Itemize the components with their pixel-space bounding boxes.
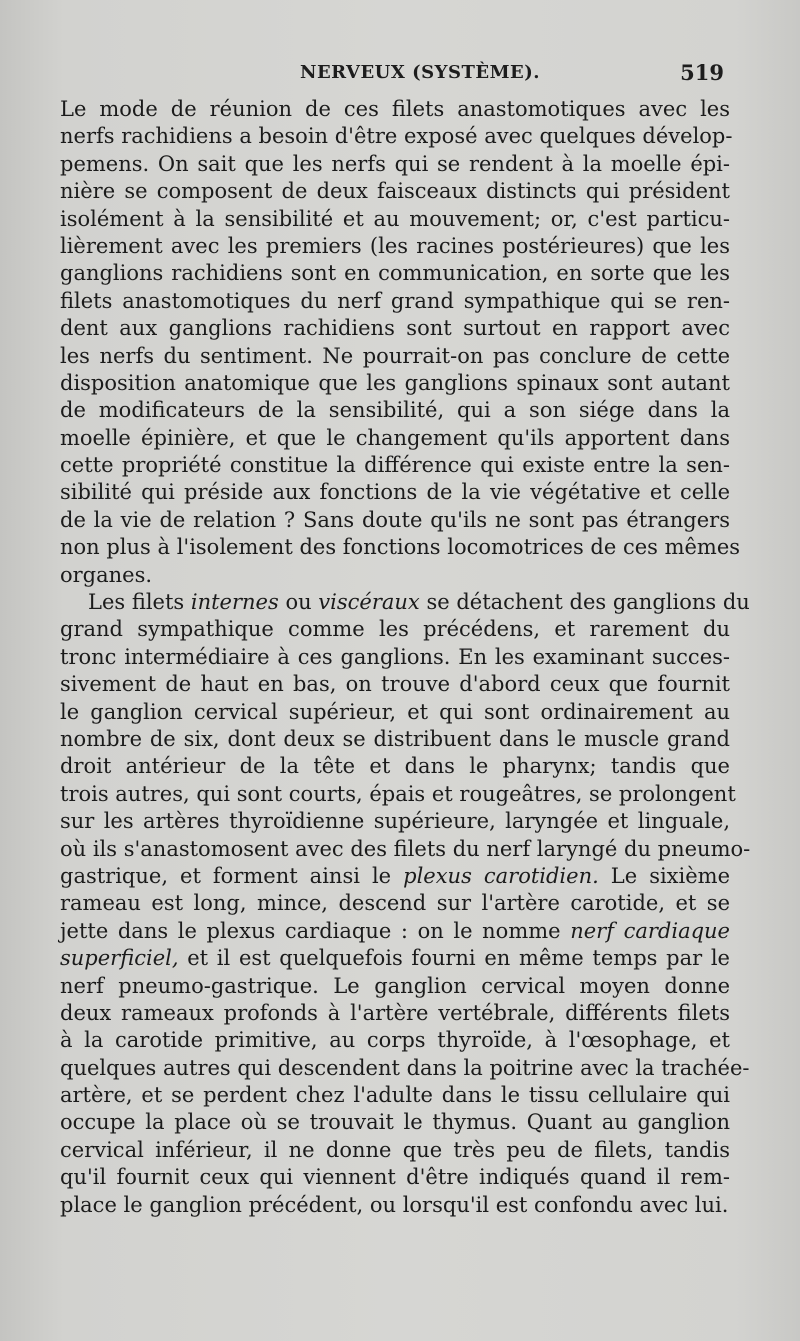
text-line xyxy=(60,1164,730,1191)
text-line xyxy=(60,1000,730,1027)
text-line xyxy=(60,918,730,945)
text-line xyxy=(60,233,730,260)
text-segment: ou xyxy=(278,590,319,615)
text-line xyxy=(60,370,730,397)
text-segment: et il est quelquefois fourni en même temps par le xyxy=(178,946,730,971)
text-line xyxy=(60,808,730,835)
text-segment: le ganglion cervical supérieur, et qui sont ordinairement au xyxy=(60,699,730,724)
text-segment: se détachent des ganglions du xyxy=(419,590,750,615)
text-segment: Le mode de réunion de ces filets anastomotiques avec les xyxy=(60,97,730,121)
text-segment: nerfs rachidiens a besoin d'être exposé avec quelques dévelop- xyxy=(60,124,733,149)
text-segment: organes. xyxy=(60,562,153,587)
text-line xyxy=(60,96,730,123)
text-segment: tronc intermédiaire à ces ganglions. En les examinant succes- xyxy=(60,644,730,669)
text-segment: nière se composent de deux faisceaux distincts qui président xyxy=(60,179,730,204)
text-line xyxy=(60,589,750,616)
text-segment: ganglions rachidiens sont en communication, en sorte que les xyxy=(60,261,730,286)
text-segment: artère, et se perdent chez l'adulte dans le tissu cellulaire qui xyxy=(60,1083,730,1108)
text-segment: dent aux ganglions rachidiens sont surtout en rapport avec xyxy=(60,316,730,341)
text-line xyxy=(60,890,730,917)
text-line xyxy=(60,123,733,150)
text-line xyxy=(60,836,751,863)
text-segment: les nerfs du sentiment. Ne pourrait-on pas conclure de cette xyxy=(60,343,730,368)
text-segment: rameau est long, mince, descend sur l'artère carotide, et se xyxy=(60,891,730,916)
text-line xyxy=(60,1082,730,1109)
text-segment: deux rameaux profonds à l'artère vertébrale, différents filets xyxy=(60,1000,730,1025)
text-line xyxy=(60,315,730,342)
text-line xyxy=(60,562,730,589)
text-segment: disposition anatomique que les ganglions spinaux sont autant xyxy=(60,370,730,395)
text-segment: internes xyxy=(190,590,279,615)
text-line xyxy=(60,945,730,972)
text-line xyxy=(60,1109,730,1136)
text-segment: Les filets xyxy=(88,590,191,615)
text-segment: sur les artères thyroïdienne supérieure, laryngée et linguale, xyxy=(60,809,730,834)
text-line xyxy=(60,397,730,424)
text-segment: pemens. On sait que les nerfs qui se rendent à la moelle épi- xyxy=(60,151,730,176)
text-segment: isolément à la sensibilité et au mouvement; or, c'est particu- xyxy=(60,206,730,231)
text-segment: viscéraux xyxy=(318,590,420,615)
text-line xyxy=(60,178,730,205)
text-segment: moelle épinière, et que le changement qu'ils apportent dans xyxy=(60,425,730,450)
text-segment: filets anastomotiques du nerf grand sympathique qui se ren- xyxy=(60,288,730,313)
text-line xyxy=(60,206,730,233)
text-segment: superficiel, xyxy=(60,946,179,971)
text-segment: sivement de haut en bas, on trouve d'abord ceux que fournit xyxy=(60,672,730,697)
text-segment: Le sixième xyxy=(598,863,731,888)
body-text xyxy=(60,96,751,1219)
text-line xyxy=(60,452,730,479)
text-segment: gastrique, et forment ainsi le xyxy=(60,863,404,888)
text-line xyxy=(60,479,730,506)
text-line xyxy=(60,425,730,452)
text-segment: nombre de six, dont deux se distribuent dans le muscle grand xyxy=(60,726,730,751)
text-line xyxy=(60,1192,730,1219)
text-segment: cervical inférieur, il ne donne que très peu de filets, tandis xyxy=(60,1137,730,1162)
text-segment: plexus carotidien. xyxy=(403,863,599,888)
text-line xyxy=(60,973,730,1000)
text-line xyxy=(60,288,730,315)
text-line xyxy=(60,1055,750,1082)
text-line xyxy=(60,1027,730,1054)
text-segment: de la vie de relation ? Sans doute qu'ils ne sont pas étrangers xyxy=(60,507,730,532)
text-segment: lièrement avec les premiers (les racines postérieures) que les xyxy=(60,233,730,258)
page-number: 519 xyxy=(680,60,724,85)
text-segment: jette dans le plexus cardiaque : on le nomme xyxy=(60,918,571,943)
text-segment: trois autres, qui sont courts, épais et rougeâtres, se prolongent xyxy=(60,781,736,806)
page-header xyxy=(60,58,730,92)
text-segment: occupe la place où se trouvait le thymus. Quant au ganglion xyxy=(60,1110,730,1135)
text-segment: grand sympathique comme les précédens, et rarement du xyxy=(60,617,730,642)
text-line xyxy=(60,699,730,726)
text-line xyxy=(60,644,730,671)
text-line xyxy=(60,863,730,890)
text-segment: nerf cardiaque xyxy=(570,918,730,943)
text-line xyxy=(60,781,736,808)
text-line xyxy=(60,260,730,287)
text-line xyxy=(60,671,730,698)
text-line xyxy=(60,151,730,178)
text-segment: nerf pneumo-gastrique. Le ganglion cervical moyen donne xyxy=(60,973,730,998)
text-segment: non plus à l'isolement des fonctions locomotrices de ces mêmes xyxy=(60,535,741,560)
text-segment: où ils s'anastomosent avec des filets du nerf laryngé du pneumo- xyxy=(60,836,751,861)
text-segment: quelques autres qui descendent dans la poitrine avec la trachée- xyxy=(60,1055,750,1080)
text-segment: droit antérieur de la tête et dans le pharynx; tandis que xyxy=(60,754,730,779)
running-title: NERVEUX (SYSTÈME). xyxy=(300,62,541,83)
text-line xyxy=(60,726,730,753)
text-segment: sibilité qui préside aux fonctions de la vie végétative et celle xyxy=(60,480,730,505)
text-segment: à la carotide primitive, au corps thyroïde, à l'œsophage, et xyxy=(60,1028,730,1053)
text-segment: place le ganglion précédent, ou lorsqu'il est confondu avec lui. xyxy=(60,1192,729,1217)
text-segment: qu'il fournit ceux qui viennent d'être indiqués quand il rem- xyxy=(60,1165,730,1190)
text-line xyxy=(60,534,741,561)
text-segment: de modificateurs de la sensibilité, qui a son siége dans la xyxy=(60,398,730,423)
text-segment: cette propriété constitue la différence qui existe entre la sen- xyxy=(60,453,730,478)
text-line xyxy=(60,507,730,534)
text-line xyxy=(60,343,730,370)
text-line xyxy=(60,1137,730,1164)
text-line xyxy=(60,753,730,780)
text-line xyxy=(60,616,730,643)
